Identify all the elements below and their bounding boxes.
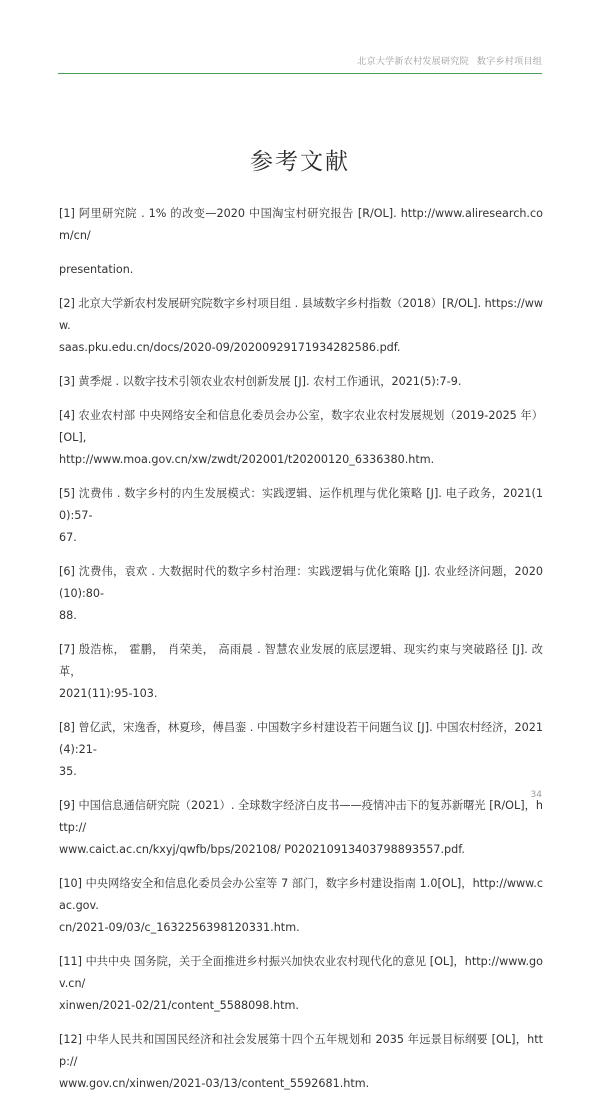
reference-item-5 (59, 483, 543, 549)
reference-line: [2] 北京大学新农村发展研究院数字乡村项目组 . 县域数字乡村指数（2018）[R/OL]. https://www. (59, 297, 543, 332)
page-number: 34 (530, 790, 542, 800)
header-divider (58, 73, 542, 74)
reference-line: [5] 沈费伟 . 数字乡村的内生发展模式：实践逻辑、运作机理与优化策略 [J]. 电子政务，2021(10):57- (59, 487, 543, 522)
reference-item-11 (59, 951, 543, 1017)
reference-line: [6] 沈费伟，袁欢 . 大数据时代的数字乡村治理：实践逻辑与优化策略 [J]. 农业经济问题，2020(10):80- (59, 565, 543, 600)
reference-item-12 (59, 1029, 543, 1095)
reference-line: [10] 中央网络安全和信息化委员会办公室等 7 部门，数字乡村建设指南 1.0[OL]，http://www.cac.gov. (59, 877, 543, 912)
reference-line: [8] 曾亿武，宋逸香，林夏珍，傅昌銮 . 中国数字乡村建设若干问题刍议 [J]. 中国农村经济，2021(4):21- (59, 721, 543, 756)
reference-line: cn/2021-09/03/c_1632256398120331.htm. (59, 921, 300, 934)
reference-line: http://www.moa.gov.cn/xw/zwdt/202001/t20200120_6336380.htm. (59, 453, 435, 466)
reference-line: [9] 中国信息通信研究院（2021）. 全球数字经济白皮书——疫情冲击下的复苏新曙光 [R/OL]，http:// (59, 799, 543, 834)
reference-line: xinwen/2021-02/21/content_5588098.htm. (59, 999, 299, 1012)
reference-line: presentation. (59, 263, 134, 276)
reference-item-2 (59, 293, 543, 359)
reference-line: 88. (59, 609, 77, 622)
reference-item-8 (59, 717, 543, 783)
header-institute: 北京大学新农村发展研究院 (357, 57, 469, 67)
header-project: 数字乡村项目组 (476, 57, 542, 67)
reference-line: www.gov.cn/xinwen/2021-03/13/content_5592681.htm. (59, 1077, 370, 1090)
reference-item-7 (59, 639, 543, 705)
reference-line: www.caict.ac.cn/kxyj/qwfb/bps/202108/ P020210913403798893557.pdf. (59, 843, 465, 856)
page-title: 参考文献 (250, 149, 350, 176)
reference-item-1 (59, 203, 543, 281)
reference-line: saas.pku.edu.cn/docs/2020-09/20200929171934282586.pdf. (59, 341, 401, 354)
reference-item-9 (59, 795, 543, 861)
reference-line: [3] 黄季焜 . 以数字技术引领农业农村创新发展 [J]. 农村工作通讯，2021(5):7-9. (59, 375, 462, 388)
reference-line: 2021(11):95-103. (59, 687, 158, 700)
reference-item-4 (59, 405, 543, 471)
reference-line: [7] 殷浩栋， 霍鹏， 肖荣美， 高雨晨 . 智慧农业发展的底层逻辑、现实约束与突破路径 [J]. 改革， (59, 643, 543, 678)
reference-line: [4] 农业农村部 中央网络安全和信息化委员会办公室，数字农业农村发展规划（2019-2025 年）[OL], (59, 409, 543, 444)
reference-list (59, 203, 543, 1107)
reference-item-6 (59, 561, 543, 627)
reference-line: [1] 阿里研究院 . 1% 的改变—2020 中国淘宝村研究报告 [R/OL]. http://www.aliresearch.com/cn/ (59, 207, 543, 242)
reference-line: [11] 中共中央 国务院，关于全面推进乡村振兴加快农业农村现代化的意见 [OL]，http://www.gov.cn/ (59, 955, 543, 990)
reference-line: [12] 中华人民共和国国民经济和社会发展第十四个五年规划和 2035 年远景目标纲要 [OL]，http:// (59, 1033, 543, 1068)
reference-item-10 (59, 873, 543, 939)
reference-line: 67. (59, 531, 77, 544)
running-header (357, 54, 542, 67)
reference-line: 35. (59, 765, 77, 778)
reference-item-3 (59, 371, 543, 393)
